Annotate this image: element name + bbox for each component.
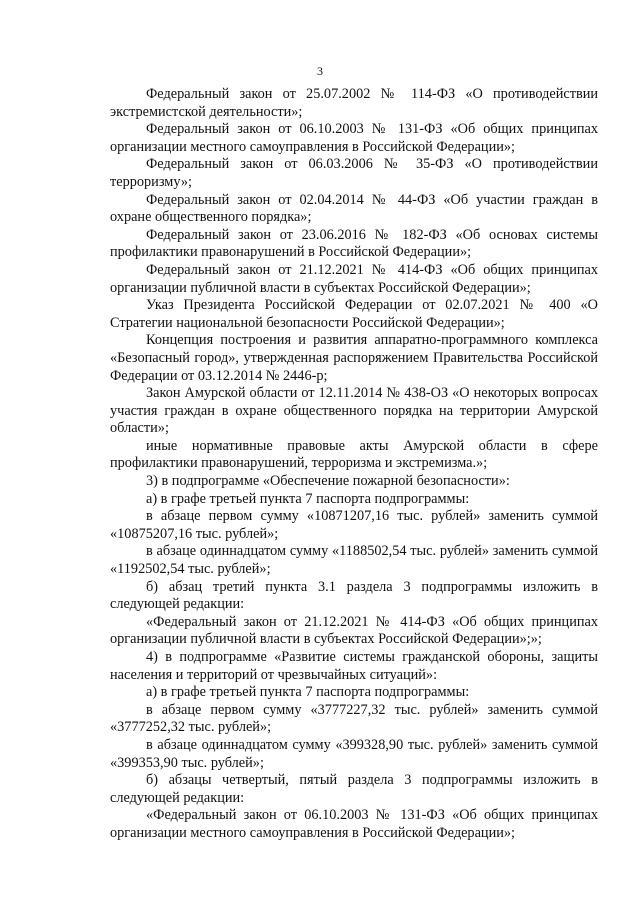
paragraph: в абзаце первом сумму «3777227,32 тыс. рублей» заменить суммой «3777252,32 тыс. рублей»; xyxy=(110,701,598,736)
paragraph: Федеральный закон от 02.04.2014 № 44-ФЗ «Об участии граждан в охране общественного порядка»; xyxy=(110,191,598,226)
paragraph: Федеральный закон от 06.03.2006 № 35-ФЗ «О противодействии терроризму»; xyxy=(110,156,598,190)
paragraph: Федеральный закон от 25.07.2002 № 114-ФЗ «О противодействии экстремистской деятельности»; xyxy=(110,86,598,120)
paragraph: Федеральный закон от 21.12.2021 № 414-ФЗ «Об общих принципах организации публичной власти в субъектах Российской Федерации»; xyxy=(110,261,598,296)
paragraph: в абзаце одиннадцатом сумму «399328,90 тыс. рублей» заменить суммой «399353,90 тыс. рублей»; xyxy=(110,736,598,771)
paragraph: б) абзацы четвертый, пятый раздела 3 подпрограммы изложить в следующей редакции: xyxy=(110,772,598,806)
paragraph: в абзаце одиннадцатом сумму «1188502,54 тыс. рублей» заменить суммой «1192502,54 тыс. рублей»; xyxy=(110,543,598,578)
paragraph: 4) в подпрограмме «Развитие системы гражданской обороны, защиты населения и территорий от чрезвычайных ситуаций»: xyxy=(110,649,598,683)
paragraph: Концепция построения и развития аппаратно-программного комплекса «Безопасный город», утвержденная распоряжением Правительства Российской Федерации от 03.12.2014 № 2446-р; xyxy=(110,332,598,384)
paragraph: Федеральный закон от 06.10.2003 № 131-ФЗ «Об общих принципах организации местного самоуправления в Российской Федерации»; xyxy=(110,121,598,155)
page-number: 3 xyxy=(317,64,323,78)
paragraph: иные нормативные правовые акты Амурской области в сфере профилактики правонарушений, терроризма и экстремизма.»; xyxy=(110,437,598,472)
paragraph: «Федеральный закон от 21.12.2021 № 414-ФЗ «Об общих принципах организации публичной власти в субъектах Российской Федерации»;»; xyxy=(110,613,598,648)
paragraph: Указ Президента Российской Федерации от 02.07.2021 № 400 «О Стратегии национальной безопасности Российской Федерации»; xyxy=(110,297,598,331)
paragraph: а) в графе третьей пункта 7 паспорта подпрограммы: xyxy=(146,684,470,701)
paragraph: 3) в подпрограмме «Обеспечение пожарной безопасности»: xyxy=(146,473,510,490)
paragraph: Закон Амурской области от 12.11.2014 № 438-ОЗ «О некоторых вопросах участия граждан в охране общественного порядка на территории Амурской области»; xyxy=(110,385,598,437)
paragraph: «Федеральный закон от 06.10.2003 № 131-ФЗ «Об общих принципах организации местного самоуправления в Российской Федерации»; xyxy=(110,807,598,841)
paragraph: б) абзац третий пункта 3.1 раздела 3 подпрограммы изложить в следующей редакции: xyxy=(110,578,598,613)
paragraph: в абзаце первом сумму «10871207,16 тыс. рублей» заменить суммой «10875207,16 тыс. рублей»; xyxy=(110,508,598,542)
paragraph: Федеральный закон от 23.06.2016 № 182-ФЗ «Об основах системы профилактики правонарушений в Российской Федерации»; xyxy=(110,226,598,261)
paragraph: а) в графе третьей пункта 7 паспорта подпрограммы: xyxy=(146,490,470,507)
document-body xyxy=(110,86,598,843)
